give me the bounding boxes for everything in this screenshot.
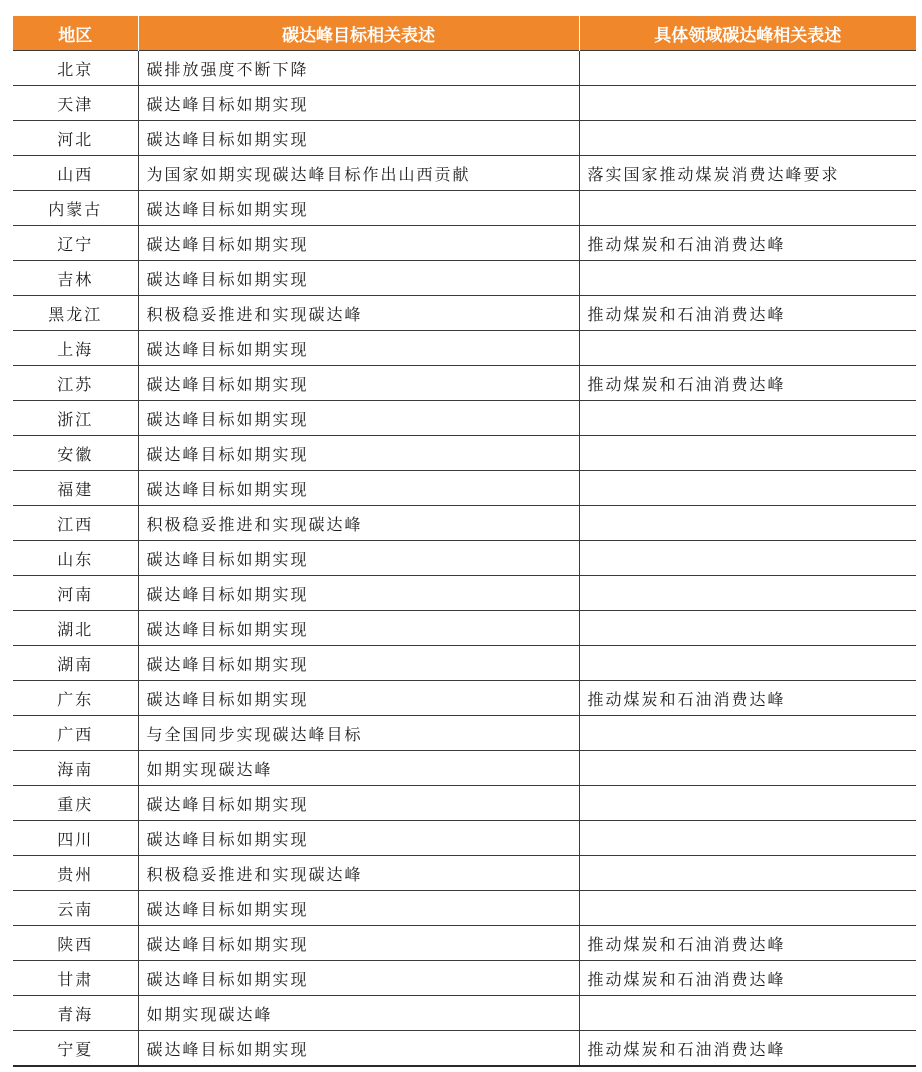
field-cell — [579, 611, 916, 646]
table-row — [13, 86, 916, 121]
region-cell: 安徽 — [13, 436, 138, 471]
header-region: 地区 — [13, 16, 138, 51]
table-row — [13, 926, 916, 961]
field-cell — [579, 996, 916, 1031]
field-cell — [579, 331, 916, 366]
region-cell: 广东 — [13, 681, 138, 716]
region-cell: 内蒙古 — [13, 191, 138, 226]
field-cell — [579, 576, 916, 611]
table-row — [13, 506, 916, 541]
goal-cell: 碳达峰目标如期实现 — [138, 926, 579, 961]
goal-cell: 与全国同步实现碳达峰目标 — [138, 716, 579, 751]
region-cell: 河北 — [13, 121, 138, 156]
region-cell: 江西 — [13, 506, 138, 541]
table-row — [13, 611, 916, 646]
region-cell: 北京 — [13, 51, 138, 86]
table-row — [13, 891, 916, 926]
table-row — [13, 471, 916, 506]
table-row — [13, 366, 916, 401]
region-cell: 云南 — [13, 891, 138, 926]
field-cell — [579, 716, 916, 751]
field-cell — [579, 471, 916, 506]
table-row — [13, 751, 916, 786]
field-cell — [579, 541, 916, 576]
region-cell: 青海 — [13, 996, 138, 1031]
goal-cell: 碳达峰目标如期实现 — [138, 86, 579, 121]
carbon-peak-table — [13, 16, 916, 1067]
field-cell — [579, 646, 916, 681]
field-cell: 落实国家推动煤炭消费达峰要求 — [579, 156, 916, 191]
goal-cell: 积极稳妥推进和实现碳达峰 — [138, 296, 579, 331]
goal-cell: 积极稳妥推进和实现碳达峰 — [138, 506, 579, 541]
field-cell: 推动煤炭和石油消费达峰 — [579, 681, 916, 716]
region-cell: 黑龙江 — [13, 296, 138, 331]
field-cell — [579, 51, 916, 86]
region-cell: 重庆 — [13, 786, 138, 821]
goal-cell: 碳达峰目标如期实现 — [138, 1031, 579, 1067]
field-cell — [579, 261, 916, 296]
region-cell: 陕西 — [13, 926, 138, 961]
goal-cell: 为国家如期实现碳达峰目标作出山西贡献 — [138, 156, 579, 191]
region-cell: 江苏 — [13, 366, 138, 401]
goal-cell: 碳达峰目标如期实现 — [138, 576, 579, 611]
goal-cell: 碳达峰目标如期实现 — [138, 646, 579, 681]
region-cell: 广西 — [13, 716, 138, 751]
goal-cell: 碳达峰目标如期实现 — [138, 331, 579, 366]
table-row — [13, 856, 916, 891]
table-row — [13, 51, 916, 86]
header-goal: 碳达峰目标相关表述 — [138, 16, 579, 51]
region-cell: 天津 — [13, 86, 138, 121]
goal-cell: 碳达峰目标如期实现 — [138, 471, 579, 506]
goal-cell: 碳达峰目标如期实现 — [138, 681, 579, 716]
table-row — [13, 716, 916, 751]
table-container — [13, 16, 916, 1067]
region-cell: 山东 — [13, 541, 138, 576]
field-cell — [579, 401, 916, 436]
table-header — [13, 16, 916, 51]
table-body — [13, 51, 916, 1067]
goal-cell: 碳达峰目标如期实现 — [138, 401, 579, 436]
table-row — [13, 646, 916, 681]
field-cell — [579, 86, 916, 121]
table-row — [13, 121, 916, 156]
goal-cell: 碳达峰目标如期实现 — [138, 366, 579, 401]
table-row — [13, 1031, 916, 1067]
field-cell: 推动煤炭和石油消费达峰 — [579, 926, 916, 961]
field-cell: 推动煤炭和石油消费达峰 — [579, 226, 916, 261]
field-cell: 推动煤炭和石油消费达峰 — [579, 961, 916, 996]
field-cell: 推动煤炭和石油消费达峰 — [579, 1031, 916, 1067]
region-cell: 宁夏 — [13, 1031, 138, 1067]
goal-cell: 如期实现碳达峰 — [138, 751, 579, 786]
region-cell: 湖北 — [13, 611, 138, 646]
field-cell — [579, 751, 916, 786]
table-row — [13, 261, 916, 296]
region-cell: 贵州 — [13, 856, 138, 891]
goal-cell: 碳达峰目标如期实现 — [138, 821, 579, 856]
field-cell — [579, 786, 916, 821]
table-row — [13, 436, 916, 471]
table-row — [13, 401, 916, 436]
region-cell: 浙江 — [13, 401, 138, 436]
header-row — [13, 16, 916, 51]
header-field: 具体领域碳达峰相关表述 — [579, 16, 916, 51]
region-cell: 海南 — [13, 751, 138, 786]
goal-cell: 碳达峰目标如期实现 — [138, 191, 579, 226]
goal-cell: 碳排放强度不断下降 — [138, 51, 579, 86]
field-cell: 推动煤炭和石油消费达峰 — [579, 366, 916, 401]
goal-cell: 碳达峰目标如期实现 — [138, 436, 579, 471]
goal-cell: 如期实现碳达峰 — [138, 996, 579, 1031]
field-cell — [579, 436, 916, 471]
goal-cell: 碳达峰目标如期实现 — [138, 226, 579, 261]
goal-cell: 碳达峰目标如期实现 — [138, 786, 579, 821]
table-row — [13, 576, 916, 611]
field-cell — [579, 821, 916, 856]
goal-cell: 积极稳妥推进和实现碳达峰 — [138, 856, 579, 891]
table-row — [13, 996, 916, 1031]
table-row — [13, 331, 916, 366]
table-row — [13, 541, 916, 576]
table-row — [13, 191, 916, 226]
region-cell: 河南 — [13, 576, 138, 611]
table-row — [13, 226, 916, 261]
table-row — [13, 821, 916, 856]
goal-cell: 碳达峰目标如期实现 — [138, 121, 579, 156]
goal-cell: 碳达峰目标如期实现 — [138, 891, 579, 926]
field-cell — [579, 891, 916, 926]
region-cell: 山西 — [13, 156, 138, 191]
region-cell: 吉林 — [13, 261, 138, 296]
field-cell — [579, 506, 916, 541]
region-cell: 四川 — [13, 821, 138, 856]
table-row — [13, 961, 916, 996]
table-row — [13, 681, 916, 716]
table-row — [13, 156, 916, 191]
region-cell: 甘肃 — [13, 961, 138, 996]
region-cell: 上海 — [13, 331, 138, 366]
table-row — [13, 296, 916, 331]
field-cell: 推动煤炭和石油消费达峰 — [579, 296, 916, 331]
goal-cell: 碳达峰目标如期实现 — [138, 541, 579, 576]
field-cell — [579, 191, 916, 226]
goal-cell: 碳达峰目标如期实现 — [138, 611, 579, 646]
goal-cell: 碳达峰目标如期实现 — [138, 261, 579, 296]
field-cell — [579, 856, 916, 891]
region-cell: 辽宁 — [13, 226, 138, 261]
goal-cell: 碳达峰目标如期实现 — [138, 961, 579, 996]
region-cell: 福建 — [13, 471, 138, 506]
region-cell: 湖南 — [13, 646, 138, 681]
field-cell — [579, 121, 916, 156]
table-row — [13, 786, 916, 821]
